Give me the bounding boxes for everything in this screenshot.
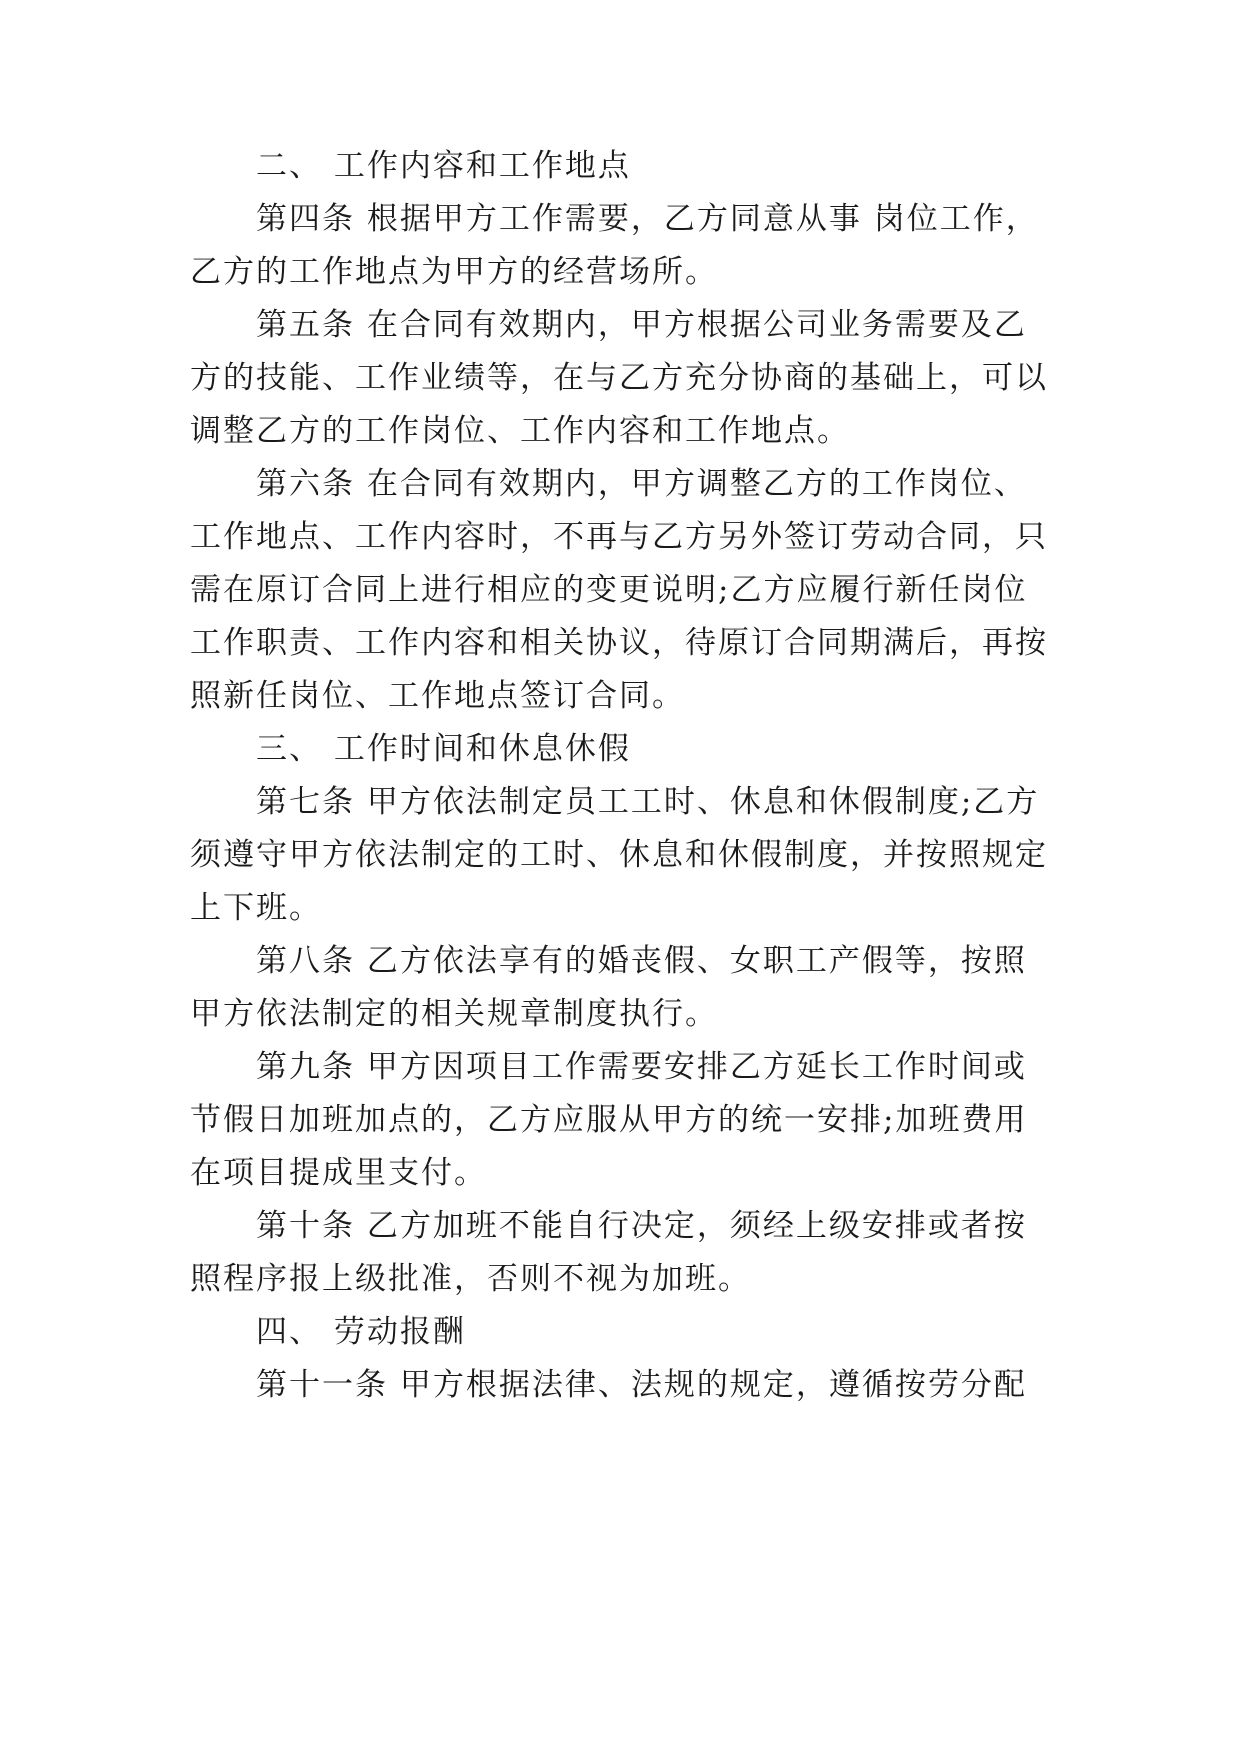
- article-11-line-1: 第十一条 甲方根据法律、法规的规定，遵循按劳分配: [256, 1367, 1027, 1403]
- article-6-line-4: 工作职责、工作内容和相关协议，待原订合同期满后，再按: [190, 625, 1048, 661]
- section-heading: 四、 劳动报酬: [256, 1314, 466, 1350]
- section-heading: 二、 工作内容和工作地点: [256, 148, 631, 184]
- article-7-line-1: 第七条 甲方依法制定员工工时、休息和休假制度;乙方: [256, 784, 1040, 820]
- article-10-line-2: 照程序报上级批准，否则不视为加班。: [190, 1261, 751, 1297]
- article-6-line-5: 照新任岗位、工作地点签订合同。: [190, 678, 685, 714]
- article-4-line-2: 乙方的工作地点为甲方的经营场所。: [190, 254, 718, 290]
- section-heading: 三、 工作时间和休息休假: [256, 731, 631, 767]
- article-10-line-1: 第十条 乙方加班不能自行决定，须经上级安排或者按: [256, 1208, 1027, 1244]
- article-5-line-2: 方的技能、工作业绩等，在与乙方充分协商的基础上，可以: [190, 360, 1048, 396]
- article-8-line-1: 第八条 乙方依法享有的婚丧假、女职工产假等，按照: [256, 943, 1027, 979]
- article-6-line-3: 需在原订合同上进行相应的变更说明;乙方应履行新任岗位: [190, 572, 1028, 608]
- article-5-line-3: 调整乙方的工作岗位、工作内容和工作地点。: [190, 413, 850, 449]
- article-7-line-2: 须遵守甲方依法制定的工时、休息和休假制度，并按照规定: [190, 837, 1048, 873]
- article-8-line-2: 甲方依法制定的相关规章制度执行。: [190, 996, 718, 1032]
- article-6-line-2: 工作地点、工作内容时，不再与乙方另外签订劳动合同，只: [190, 519, 1048, 555]
- article-6-line-1: 第六条 在合同有效期内，甲方调整乙方的工作岗位、: [256, 466, 1027, 502]
- article-5-line-1: 第五条 在合同有效期内，甲方根据公司业务需要及乙: [256, 307, 1027, 343]
- article-9-line-2: 节假日加班加点的，乙方应服从甲方的统一安排;加班费用: [190, 1102, 1028, 1138]
- article-4-line-1: 第四条 根据甲方工作需要，乙方同意从事 岗位工作，: [256, 201, 1039, 237]
- article-9-line-3: 在项目提成里支付。: [190, 1155, 487, 1191]
- article-7-line-3: 上下班。: [190, 890, 322, 926]
- article-9-line-1: 第九条 甲方因项目工作需要安排乙方延长工作时间或: [256, 1049, 1027, 1085]
